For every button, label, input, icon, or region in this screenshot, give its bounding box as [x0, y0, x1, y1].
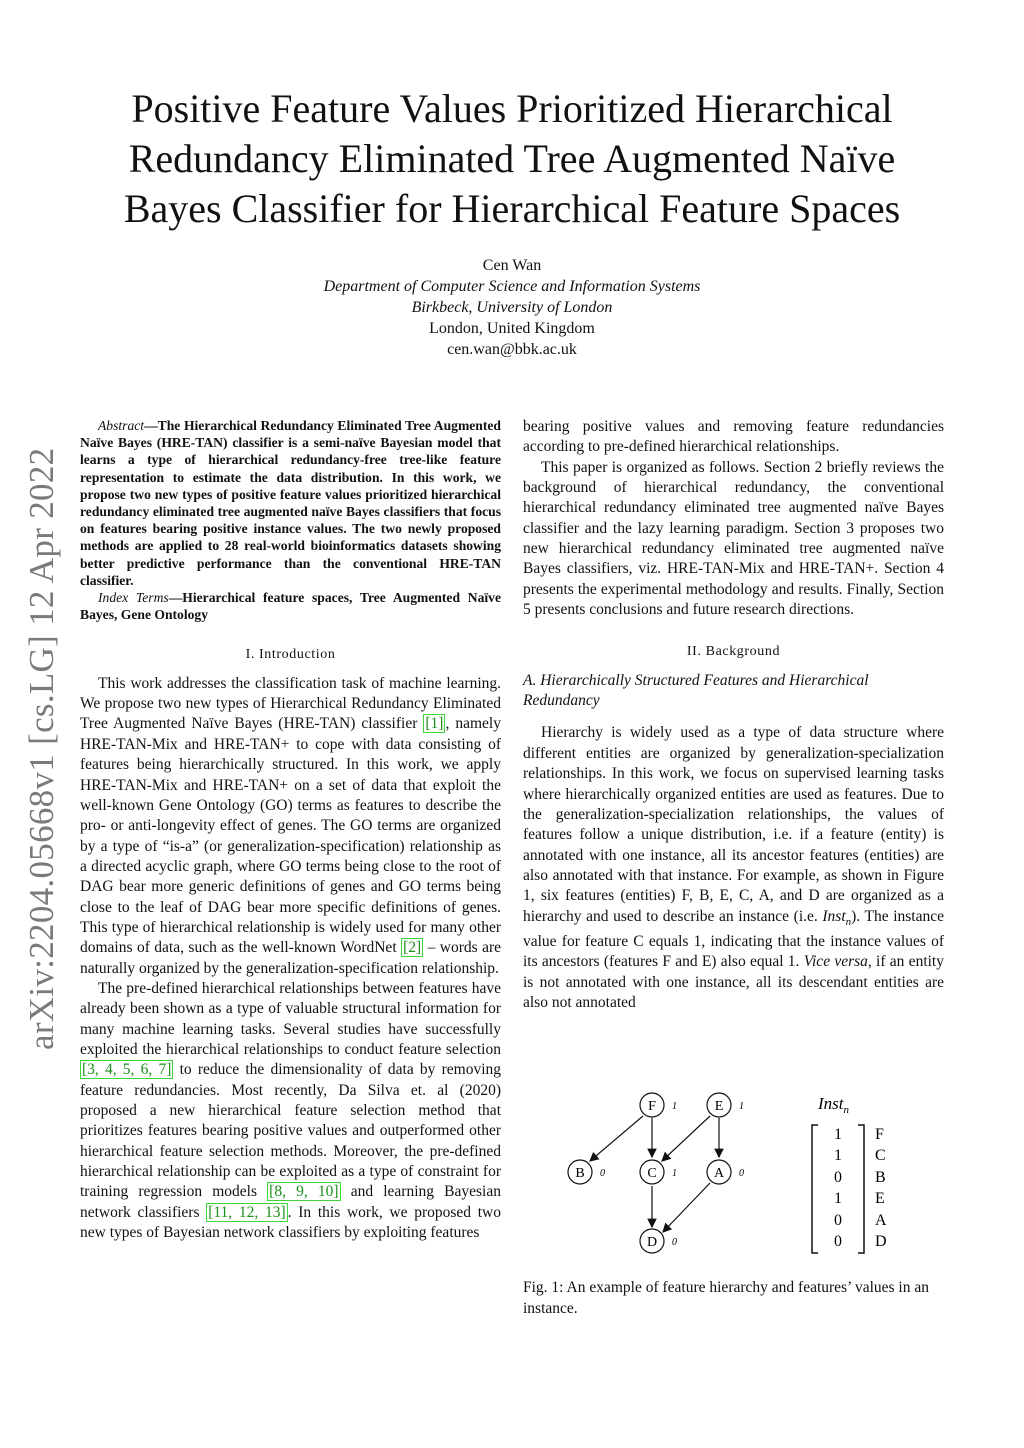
right-column: [523, 417, 944, 1013]
node-a: [707, 1160, 744, 1184]
vector-left-bracket: [812, 1125, 818, 1253]
vice-versa-term: Vice versa: [803, 953, 868, 971]
abstract: [80, 417, 501, 589]
vector-value: 1: [834, 1147, 842, 1164]
section-heading-intro: I. Introduction: [245, 647, 336, 663]
instance-vector: [834, 1126, 887, 1250]
inst-n-term: Inst$_n$: [822, 907, 852, 928]
vector-feature: D: [875, 1233, 887, 1250]
edge-e-c: [662, 1116, 710, 1161]
citation-link[interactable]: [8, 9, 10]: [269, 1183, 339, 1201]
node-e: [707, 1093, 744, 1117]
intro-paragraph-2: [80, 979, 501, 1243]
index-terms: [80, 589, 501, 623]
vector-value: 1: [834, 1190, 842, 1207]
node-c-value: 1: [672, 1168, 677, 1179]
index-terms-text: —Hierarchical feature spaces, Tree Augmented Naïve Bayes, Gene Ontology: [80, 590, 501, 623]
author-block: [212, 255, 812, 360]
vector-value: 0: [834, 1212, 842, 1229]
intro-p1-text-a: This work addresses the classification task of machine learning. We propose two new types of Hierarchical Redundancy Eliminated Tree Augmented Naïve Bayes (HRE-TAN) classifier: [80, 674, 501, 733]
vector-right-bracket: [858, 1125, 864, 1253]
vector-value: 0: [834, 1233, 842, 1250]
title-line-3: Bayes Classifier for Hierarchical Feature Spaces: [123, 186, 901, 231]
abstract-label: Abstract: [98, 418, 145, 433]
intro-p2-text-d: . In this work, we proposed two new types of Bayesian network classifiers by exploiting features: [80, 1203, 501, 1242]
vector-feature: E: [875, 1190, 885, 1207]
node-f: [640, 1093, 677, 1117]
vector-feature: F: [875, 1126, 884, 1143]
author-dept: Department of Computer Science and Information Systems: [323, 278, 701, 295]
node-a-value: 0: [739, 1168, 744, 1179]
citation-link[interactable]: [2]: [403, 939, 422, 957]
author-location: London, United Kingdom: [429, 320, 595, 337]
node-b: [568, 1160, 605, 1184]
inst-label: Inst$_n$: [818, 1094, 849, 1116]
right-paragraph-1: This paper is organized as follows. Section 2 briefly reviews the background of hierarchical redundancy, the conventional hierarchical redundancy eliminated tree augmented naïve Bayes classifier and the lazy learning paradigm. Section 3 proposes two new hierarchical redundancy eliminated tree augmented naïve Bayes classifiers, viz. HRE-TAN-Mix and HRE-TAN+. Section 4 presents the experimental methodology and results. Finally, Section 5 presents conclusions and future research directions.: [523, 458, 944, 619]
arxiv-stamp: arXiv:2204.05668v1 [cs.LG] 12 Apr 2022: [22, 447, 61, 1050]
vector-feature: B: [875, 1169, 886, 1186]
node-d-label: D: [646, 1235, 658, 1250]
background-text-a: Hierarchy is widely used as a type of data structure where different entities are organized by generalization-specialization relationships. In this work, we focus on supervised learning tasks where hierarchically organized entities are used as features. Due to the generalization-specialization relationships, the values of features follow a unique distribution, i.e. if a feature (entity) is annotated with one instance, all its ancestor features (entities) are also annotated with that instance. For example, as shown in Figure 1, six features (entities) F, B, E, C, A, and D are organized as a hierarchy and used to describe an instance (i.e.: [523, 724, 944, 925]
node-b-label: B: [575, 1166, 585, 1181]
node-d: [640, 1229, 677, 1253]
node-f-label: F: [648, 1099, 656, 1114]
node-c-label: C: [647, 1166, 657, 1181]
citation-link[interactable]: [3, 4, 5, 6, 7]: [82, 1061, 172, 1079]
author-name: Cen Wan: [482, 257, 542, 274]
vector-feature: C: [875, 1147, 886, 1164]
background-paragraph: [523, 723, 944, 1013]
right-paragraph-0: bearing positive values and removing feature redundancies according to pre-defined hierarchical relationships.: [523, 418, 944, 456]
node-e-value: 1: [739, 1101, 744, 1112]
edge-a-d: [663, 1183, 710, 1232]
author-email[interactable]: cen.wan@bbk.ac.uk: [447, 341, 577, 358]
paper-title: [80, 84, 944, 234]
index-terms-label: Index Terms: [98, 590, 169, 606]
node-f-value: 1: [672, 1101, 677, 1112]
node-e-label: E: [714, 1099, 724, 1114]
intro-paragraph-1: [80, 674, 501, 979]
intro-p1-text-b: , namely HRE-TAN-Mix and HRE-TAN+ to cope with data consisting of features being hierarchically structured. In this work, we apply HRE-TAN-Mix and HRE-TAN+ on a set of data that exploit the well-known Gene Ontology (GO) terms as features to describe the pro- or anti-longevity effect of genes. The GO terms are organized by a type of “is-a” (or generalization-specification) relationship as a directed acyclic graph, where GO terms being close to the root of DAG bear more generic definitions of genes and GO terms being close to the leaf of DAG bear more specific definitions of genes. This type of hierarchical relationship is widely used for many other domains of data, such as the well-known WordNet: [80, 715, 501, 957]
title-line-1: Positive Feature Values Prioritized Hierarchical: [131, 86, 893, 131]
node-d-value: 0: [672, 1237, 677, 1248]
citation-link[interactable]: [1]: [425, 715, 444, 733]
node-a-label: A: [713, 1166, 725, 1181]
background-text-b: ). The instance value for feature C equals 1, indicating that the instance values of its ancestors (features F and E) also equal 1.: [523, 907, 944, 971]
node-b-value: 0: [600, 1168, 605, 1179]
intro-p2-text-b: to reduce the dimensionality of data by removing feature redundancies. Most recently, Da Silva et. al (2020) proposed a new hierarchical feature selection method that prioritizes features bearing positive values and outperformed other hierarchical feature selection methods. Moreover, the pre-defined hierarchical relationship can be exploited as a type of constraint for training regression models: [80, 1061, 502, 1201]
intro-p2-text-a: The pre-defined hierarchical relationships between features have already been shown as a type of valuable structural information for many machine learning tasks. Several studies have successfully exploited the hierarchical relationships to conduct feature selection: [80, 979, 501, 1058]
left-column: [80, 417, 501, 1243]
figure-caption: Fig. 1: An example of feature hierarchy and features’ values in an instance.: [523, 1279, 929, 1317]
section-heading-background: II. Background: [686, 644, 781, 660]
edge-f-b: [590, 1116, 643, 1161]
author-univ: Birkbeck, University of London: [411, 299, 613, 316]
citation-link[interactable]: [11, 12, 13]: [208, 1203, 286, 1221]
abstract-text: —The Hierarchical Redundancy Eliminated Tree Augmented Naïve Bayes (HRE-TAN) classifier is a semi-naïve Bayesian model that learns a type of hierarchical redundancy-free tree-like feature representation to estimate the data distribution. In this work, we propose two new types of positive feature values prioritized hierarchical redundancy eliminated tree augmented naïve Bayes classifiers that focus on features bearing positive instance values. The two newly proposed methods are applied to 28 real-world bioinformatics datasets showing better predictive performance than the conventional HRE-TAN classifier.: [80, 418, 501, 588]
intro-p1-text-c: – words are naturally organized by the generalization-specification relationship.: [80, 939, 502, 977]
vector-value: 1: [834, 1126, 842, 1143]
vector-value: 0: [834, 1169, 842, 1186]
subsection-heading: A. Hierarchically Structured Features and Hierarchical Redundancy: [523, 671, 869, 710]
background-text-c: , if an entity is not annotated with one instance, all its descendant entities are also not annotated: [523, 953, 944, 1012]
figure-1: [540, 1085, 940, 1265]
vector-feature: A: [875, 1212, 887, 1229]
title-line-2: Redundancy Eliminated Tree Augmented Naïve: [128, 136, 896, 181]
intro-p2-text-c: and learning Bayesian network classifiers: [80, 1183, 501, 1221]
node-c: [640, 1160, 677, 1184]
